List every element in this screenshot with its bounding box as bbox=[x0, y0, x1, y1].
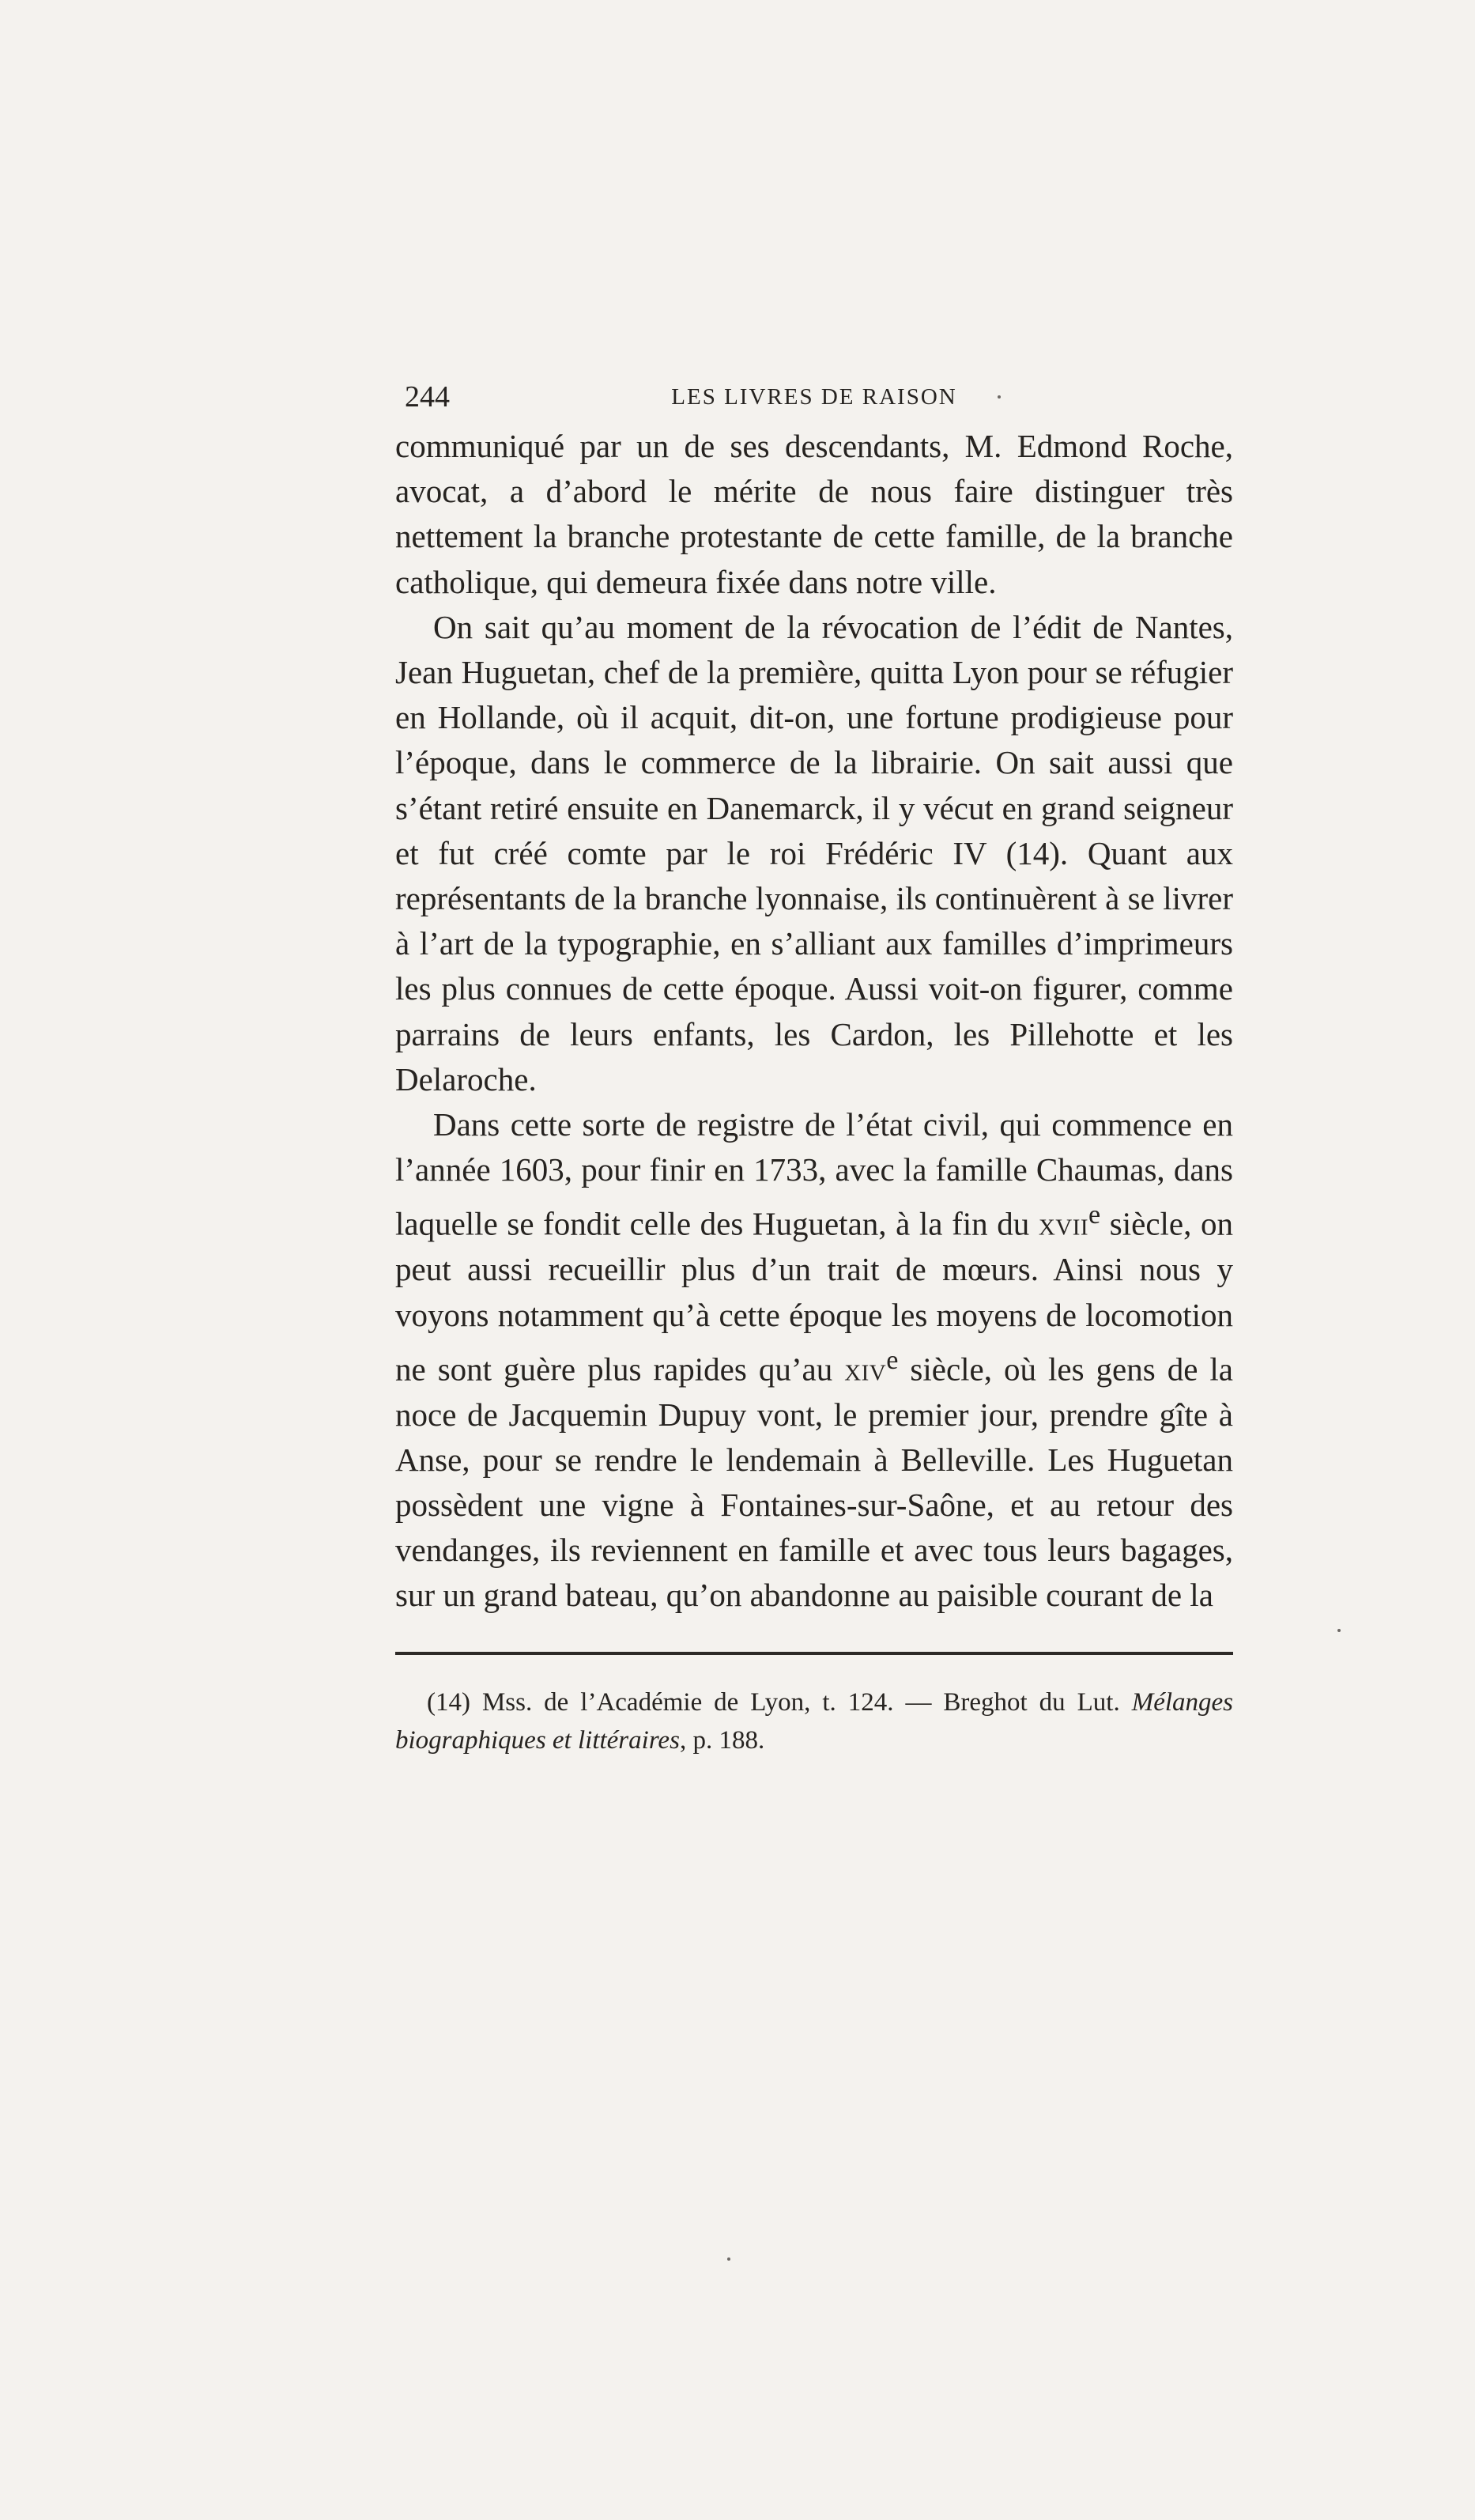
paragraph-3 bbox=[395, 1102, 1233, 1619]
paragraph-3-part-1: Dans cette sorte de registre de l’état civil, qui commence en l’année 1603, pour finir en 1733, avec la famille Chaumas, dans laquelle se fondit celle des Huguetan, à la fin du bbox=[395, 1106, 1233, 1243]
century-14-superscript: e bbox=[886, 1345, 899, 1375]
paragraph-3-part-3: siècle, où les gens de la noce de Jacquemin Dupuy vont, le premier jour, prendre gîte à Anse, pour se rendre le lendemain à Belleville. Les Huguetan possèdent une vigne à Fontaines-sur-Saône, et au retour des vendanges, ils reviennent en famille et avec tous leurs bagages, sur un grand bateau, qu’on abandonne au paisible courant de la bbox=[395, 1351, 1233, 1614]
paragraph-2: On sait qu’au moment de la révocation de l’édit de Nantes, Jean Huguetan, chef de la première, quitta Lyon pour se réfugier en Hollande, où il acquit, dit-on, une fortune prodigieuse pour l’époque, dans le commerce de la librairie. On sait aussi que s’étant retiré ensuite en Danemarck, il y vécut en grand seigneur et fut créé comte par le roi Frédéric IV (14). Quant aux représentants de la branche lyonnaise, ils continuèrent à se livrer à l’art de la typographie, en s’alliant aux familles d’imprimeurs les plus connues de cette époque. Aussi voit-on figurer, comme parrains de leurs enfants, les Cardon, les Pillehotte et les Delaroche. bbox=[395, 608, 1233, 1098]
footnote-rule bbox=[395, 1652, 1233, 1655]
century-17: xvii bbox=[1038, 1206, 1089, 1243]
century-17-superscript: e bbox=[1088, 1200, 1101, 1230]
running-head bbox=[395, 372, 1233, 422]
footnote-14 bbox=[395, 1683, 1233, 1759]
running-title: LES LIVRES DE RAISON bbox=[671, 384, 957, 410]
body-text bbox=[395, 424, 1233, 1619]
footnote-text: (14) Mss. de l’Académie de Lyon, t. 124. — Breghot du Lut. bbox=[427, 1687, 1132, 1717]
paper-speck bbox=[727, 2257, 730, 2261]
paper-speck bbox=[998, 395, 1001, 399]
book-page bbox=[395, 372, 1233, 1785]
footnote-end: , p. 188. bbox=[679, 1725, 765, 1755]
paragraph-3-part-2: siècle, on peut aussi recueillir plus d’un trait de mœurs. Ainsi nous y voyons notamment qu’à cette époque les moyens de locomotion ne sont guère plus rapides qu’au bbox=[395, 1206, 1233, 1388]
paragraph-1: communiqué par un de ses descendants, M. Edmond Roche, avocat, a d’abord le mérite de nous faire distinguer très nettement la branche protestante de cette famille, de la branche catholique, qui demeura fixée dans notre ville. bbox=[395, 428, 1233, 600]
page-number: 244 bbox=[405, 380, 450, 414]
footnote-title: Mélanges biographiques et littéraires bbox=[395, 1687, 1233, 1755]
paper-speck bbox=[1337, 1629, 1341, 1632]
century-14: xiv bbox=[844, 1351, 887, 1388]
